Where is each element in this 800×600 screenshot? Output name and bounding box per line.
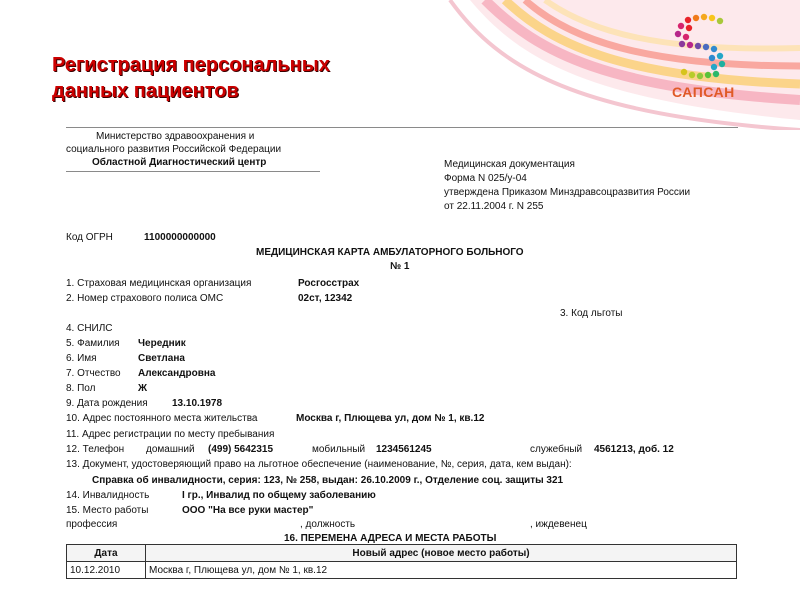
card-title: МЕДИЦИНСКАЯ КАРТА АМБУЛАТОРНОГО БОЛЬНОГО: [256, 247, 524, 258]
profession-label: профессия: [66, 519, 118, 530]
position-label: , должность: [300, 519, 356, 530]
phone-work-value: 4561213, доб. 12: [594, 444, 674, 455]
card-number: № 1: [390, 261, 410, 272]
policy-label: 2. Номер страхового полиса ОМС: [66, 293, 224, 304]
phone-mobile-label: мобильный: [312, 444, 366, 455]
ogrn-label: Код ОГРН: [66, 232, 113, 243]
table-header-row: [67, 545, 737, 562]
benefit-code-label: 3. Код льготы: [560, 308, 623, 319]
address-label: 10. Адрес постоянного места жительства: [66, 413, 258, 424]
ogrn-value: 1100000000000: [144, 232, 216, 243]
form-header-line-4: от 22.11.2004 г. N 255: [444, 201, 544, 212]
dependent-label: , иждевенец: [530, 519, 587, 530]
workplace-label: 15. Место работы: [66, 505, 149, 516]
sex-label: 8. Пол: [66, 383, 96, 394]
ministry-line-2: социального развития Российской Федерации: [66, 144, 282, 155]
disability-value: I гр., Инвалид по общему заболеванию: [182, 490, 376, 501]
benefit-document-label: 13. Документ, удостоверяющий право на льготное обеспечение (наименование, №, серия, дата, кем выдан):: [66, 459, 572, 470]
phone-mobile-value: 1234561245: [376, 444, 432, 455]
table-row: [67, 562, 737, 579]
form-header-line-2: Форма N 025/у-04: [444, 173, 527, 184]
document-top-border: [66, 127, 738, 128]
address-value: Москва г, Плющева ул, дом № 1, кв.12: [296, 413, 485, 424]
surname-label: 5. Фамилия: [66, 338, 120, 349]
snils-label: 4. СНИЛС: [66, 323, 113, 334]
ministry-line-1: Министерство здравоохранения и: [96, 131, 255, 142]
patronymic-label: 7. Отчество: [66, 368, 121, 379]
row-date-cell: 10.12.2010: [67, 562, 146, 579]
name-label: 6. Имя: [66, 353, 97, 364]
row-address-cell: Москва г, Плющева ул, дом № 1, кв.12: [146, 562, 737, 579]
name-value: Светлана: [138, 353, 185, 364]
slide-title-line-2: данных пациентов: [52, 80, 239, 102]
benefit-document-value: Справка об инвалидности, серия: 123, № 258, выдан: 26.10.2009 г., Отделение соц. защиты 321: [92, 475, 564, 486]
slide-title-line-1: Регистрация персональных: [52, 54, 330, 76]
address-column-header: Новый адрес (новое место работы): [146, 545, 737, 562]
birth-date-value: 13.10.1978: [172, 398, 223, 409]
policy-value: 02ст, 12342: [298, 293, 353, 304]
phone-label: 12. Телефон: [66, 444, 125, 455]
insurer-label: 1. Страховая медицинская организация: [66, 278, 252, 289]
phone-home-label: домашний: [146, 444, 195, 455]
phone-home-value: (499) 5642315: [208, 444, 274, 455]
insurer-value: Росгосстрах: [298, 278, 360, 289]
surname-value: Чередник: [138, 338, 186, 349]
patronymic-value: Александровна: [138, 368, 216, 379]
phone-work-label: служебный: [530, 444, 583, 455]
organization-underline: [66, 171, 320, 172]
date-column-header: Дата: [67, 545, 146, 562]
birth-date-label: 9. Дата рождения: [66, 398, 148, 409]
form-header-line-1: Медицинская документация: [444, 159, 575, 170]
disability-label: 14. Инвалидность: [66, 490, 150, 501]
workplace-value: ООО "На все руки мастер": [182, 505, 314, 516]
registration-address-label: 11. Адрес регистрации по месту пребывания: [66, 429, 275, 440]
sex-value: Ж: [138, 383, 148, 394]
organization-name: Областной Диагностический центр: [92, 157, 267, 168]
address-changes-table: [66, 544, 737, 579]
brand-name: САПСАН: [672, 84, 735, 100]
form-header-line-3: утверждена Приказом Минздравсоцразвития России: [444, 187, 691, 198]
address-changes-title: 16. ПЕРЕМЕНА АДРЕСА И МЕСТА РАБОТЫ: [284, 533, 497, 544]
